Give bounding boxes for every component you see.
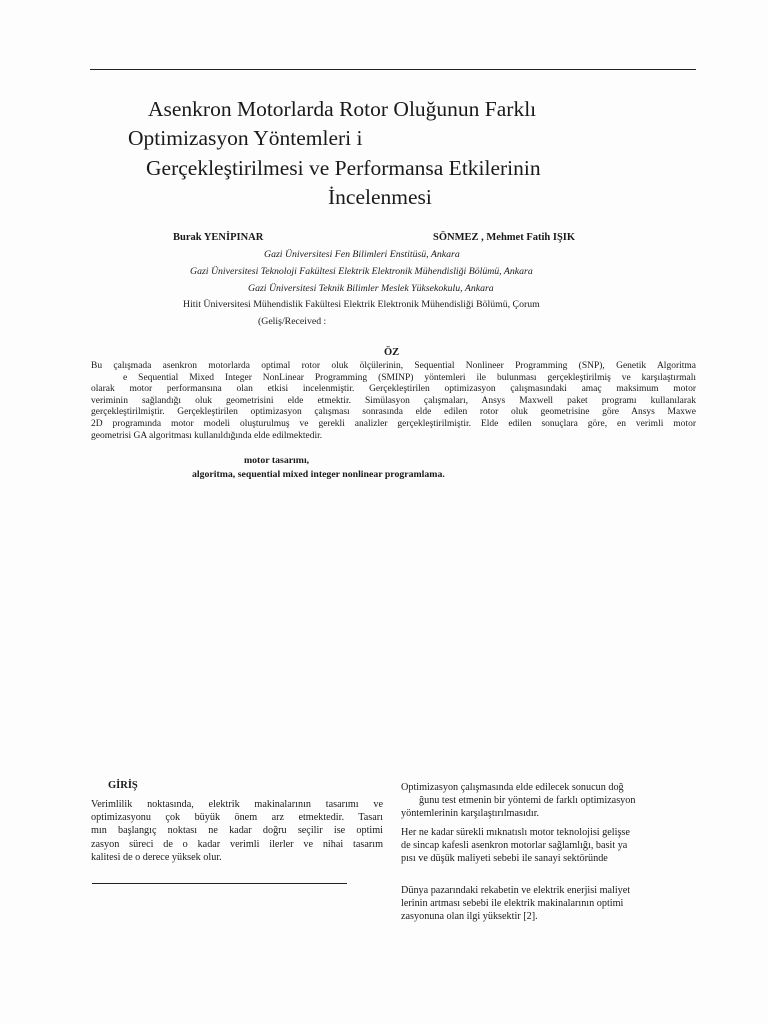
right-column-paragraph-3 bbox=[401, 884, 697, 924]
title-line-3: Gerçekleştirilmesi ve Performansa Etkilerinin bbox=[146, 156, 541, 180]
abstract-line: veriminin sağlandığı oluk geometrisini elde etmektir. Simülasyon çalışmaları, Ansys Maxwell paket programı kullanılarak bbox=[91, 395, 696, 406]
left-column bbox=[91, 798, 383, 864]
abstract-line: 2D programında motor modeli oluşturulmuş ve gerekli analizler gerçekleştirilmiştir. Elde edilen sonuçlara göre, en verimli motor bbox=[91, 418, 696, 429]
paragraph-line: de sincap kafesli asenkron motorlar sağlamlığı, basit ya bbox=[401, 840, 628, 852]
section-heading-intro: GİRİŞ bbox=[108, 780, 138, 791]
abstract-line: e Sequential Mixed Integer NonLinear Programming (SMINP) yöntemleri ile bulunması gerçekleştirilmiş ve karşılaştırmalı bbox=[123, 372, 696, 383]
paragraph-line: zasyon süreci de o kadar verimli ilerler ve nihai tasarım bbox=[91, 838, 383, 850]
abstract-line: gerçekleştirilmiştir. Gerçekleştirilen optimizasyon çalışması sonrasında elde edilen rotor oluk geometrisine göre Ansys Maxwe bbox=[91, 407, 696, 418]
paragraph-line: pısı ve düşük maliyeti sebebi ile sanayi sektöründe bbox=[401, 853, 608, 865]
paragraph-line: optimizasyonu çok büyük önem arz etmektedir. Tasarı bbox=[91, 812, 383, 824]
right-column-paragraph-2 bbox=[401, 826, 697, 866]
author-left: Burak YENİPINAR bbox=[173, 232, 264, 243]
paragraph-line: yöntemlerinin karşılaştırılmasıdır. bbox=[401, 808, 540, 820]
abstract-line: geometrisi GA algoritması kullanıldığında elde edilmektedir. bbox=[91, 430, 323, 441]
affiliation-4: Hitit Üniversitesi Mühendislik Fakültesi Elektrik Elektronik Mühendisliği Bölümü, Çorum bbox=[183, 299, 540, 310]
abstract-line: Bu çalışmada asenkron motorlarda optimal rotor oluk ölçülerinin, Sequential Nonlineer Programming (SNP), Genetik Algoritma bbox=[91, 361, 696, 371]
received-date: (Geliş/Received : bbox=[258, 316, 327, 327]
paragraph-line: zasyonuna olan ilgi yüksektir [2]. bbox=[401, 911, 538, 923]
author-right: SÖNMEZ , Mehmet Fatih IŞIK bbox=[433, 232, 576, 243]
title-line-1: Asenkron Motorlarda Rotor Oluğunun Farklı bbox=[148, 97, 537, 121]
right-column-paragraph-1 bbox=[401, 781, 697, 821]
paragraph-line: Optimizasyon çalışmasında elde edilecek sonucun doğ bbox=[401, 782, 624, 793]
abstract-line: olarak motor performansına olan etkisi incelenmiştir. Gerçekleştirilen optimizasyon çalışmasındaki amaç maksimum motor bbox=[91, 384, 696, 395]
title-line-2: Optimizasyon Yöntemleri i bbox=[128, 126, 363, 150]
keywords-line-2: algoritma, sequential mixed integer nonlinear programlama. bbox=[192, 469, 445, 480]
abstract-heading: ÖZ bbox=[384, 347, 400, 358]
abstract-body bbox=[91, 361, 696, 442]
keywords-line-1: motor tasarımı, bbox=[244, 455, 310, 466]
paragraph-line: kalitesi de o derece yüksek olur. bbox=[91, 851, 222, 863]
affiliation-3: Gazi Üniversitesi Teknik Bilimler Meslek Yüksekokulu, Ankara bbox=[248, 283, 494, 294]
paragraph-line: mın başlangıç noktası ne kadar doğru seçilir ise optimi bbox=[91, 825, 383, 837]
affiliation-2: Gazi Üniversitesi Teknoloji Fakültesi Elektrik Elektronik Mühendisliği Bölümü, Ankara bbox=[190, 266, 533, 277]
footnote-rule bbox=[92, 883, 347, 884]
paragraph-line: Dünya pazarındaki rekabetin ve elektrik enerjisi maliyet bbox=[401, 885, 631, 896]
paragraph-line: Verimlilik noktasında, elektrik makinalarının tasarımı ve bbox=[91, 799, 383, 810]
affiliation-1: Gazi Üniversitesi Fen Bilimleri Enstitüsü, Ankara bbox=[264, 249, 460, 260]
paragraph-line: lerinin artması sebebi ile elektrik makinalarının optimi bbox=[401, 898, 624, 910]
paragraph-line: ğunu test etmenin bir yöntemi de farklı optimizasyon bbox=[419, 795, 636, 807]
title-line-4: İncelenmesi bbox=[328, 185, 432, 209]
header-rule bbox=[90, 69, 696, 70]
paragraph-line: Her ne kadar sürekli mıknatıslı motor teknolojisi gelişse bbox=[401, 827, 630, 838]
